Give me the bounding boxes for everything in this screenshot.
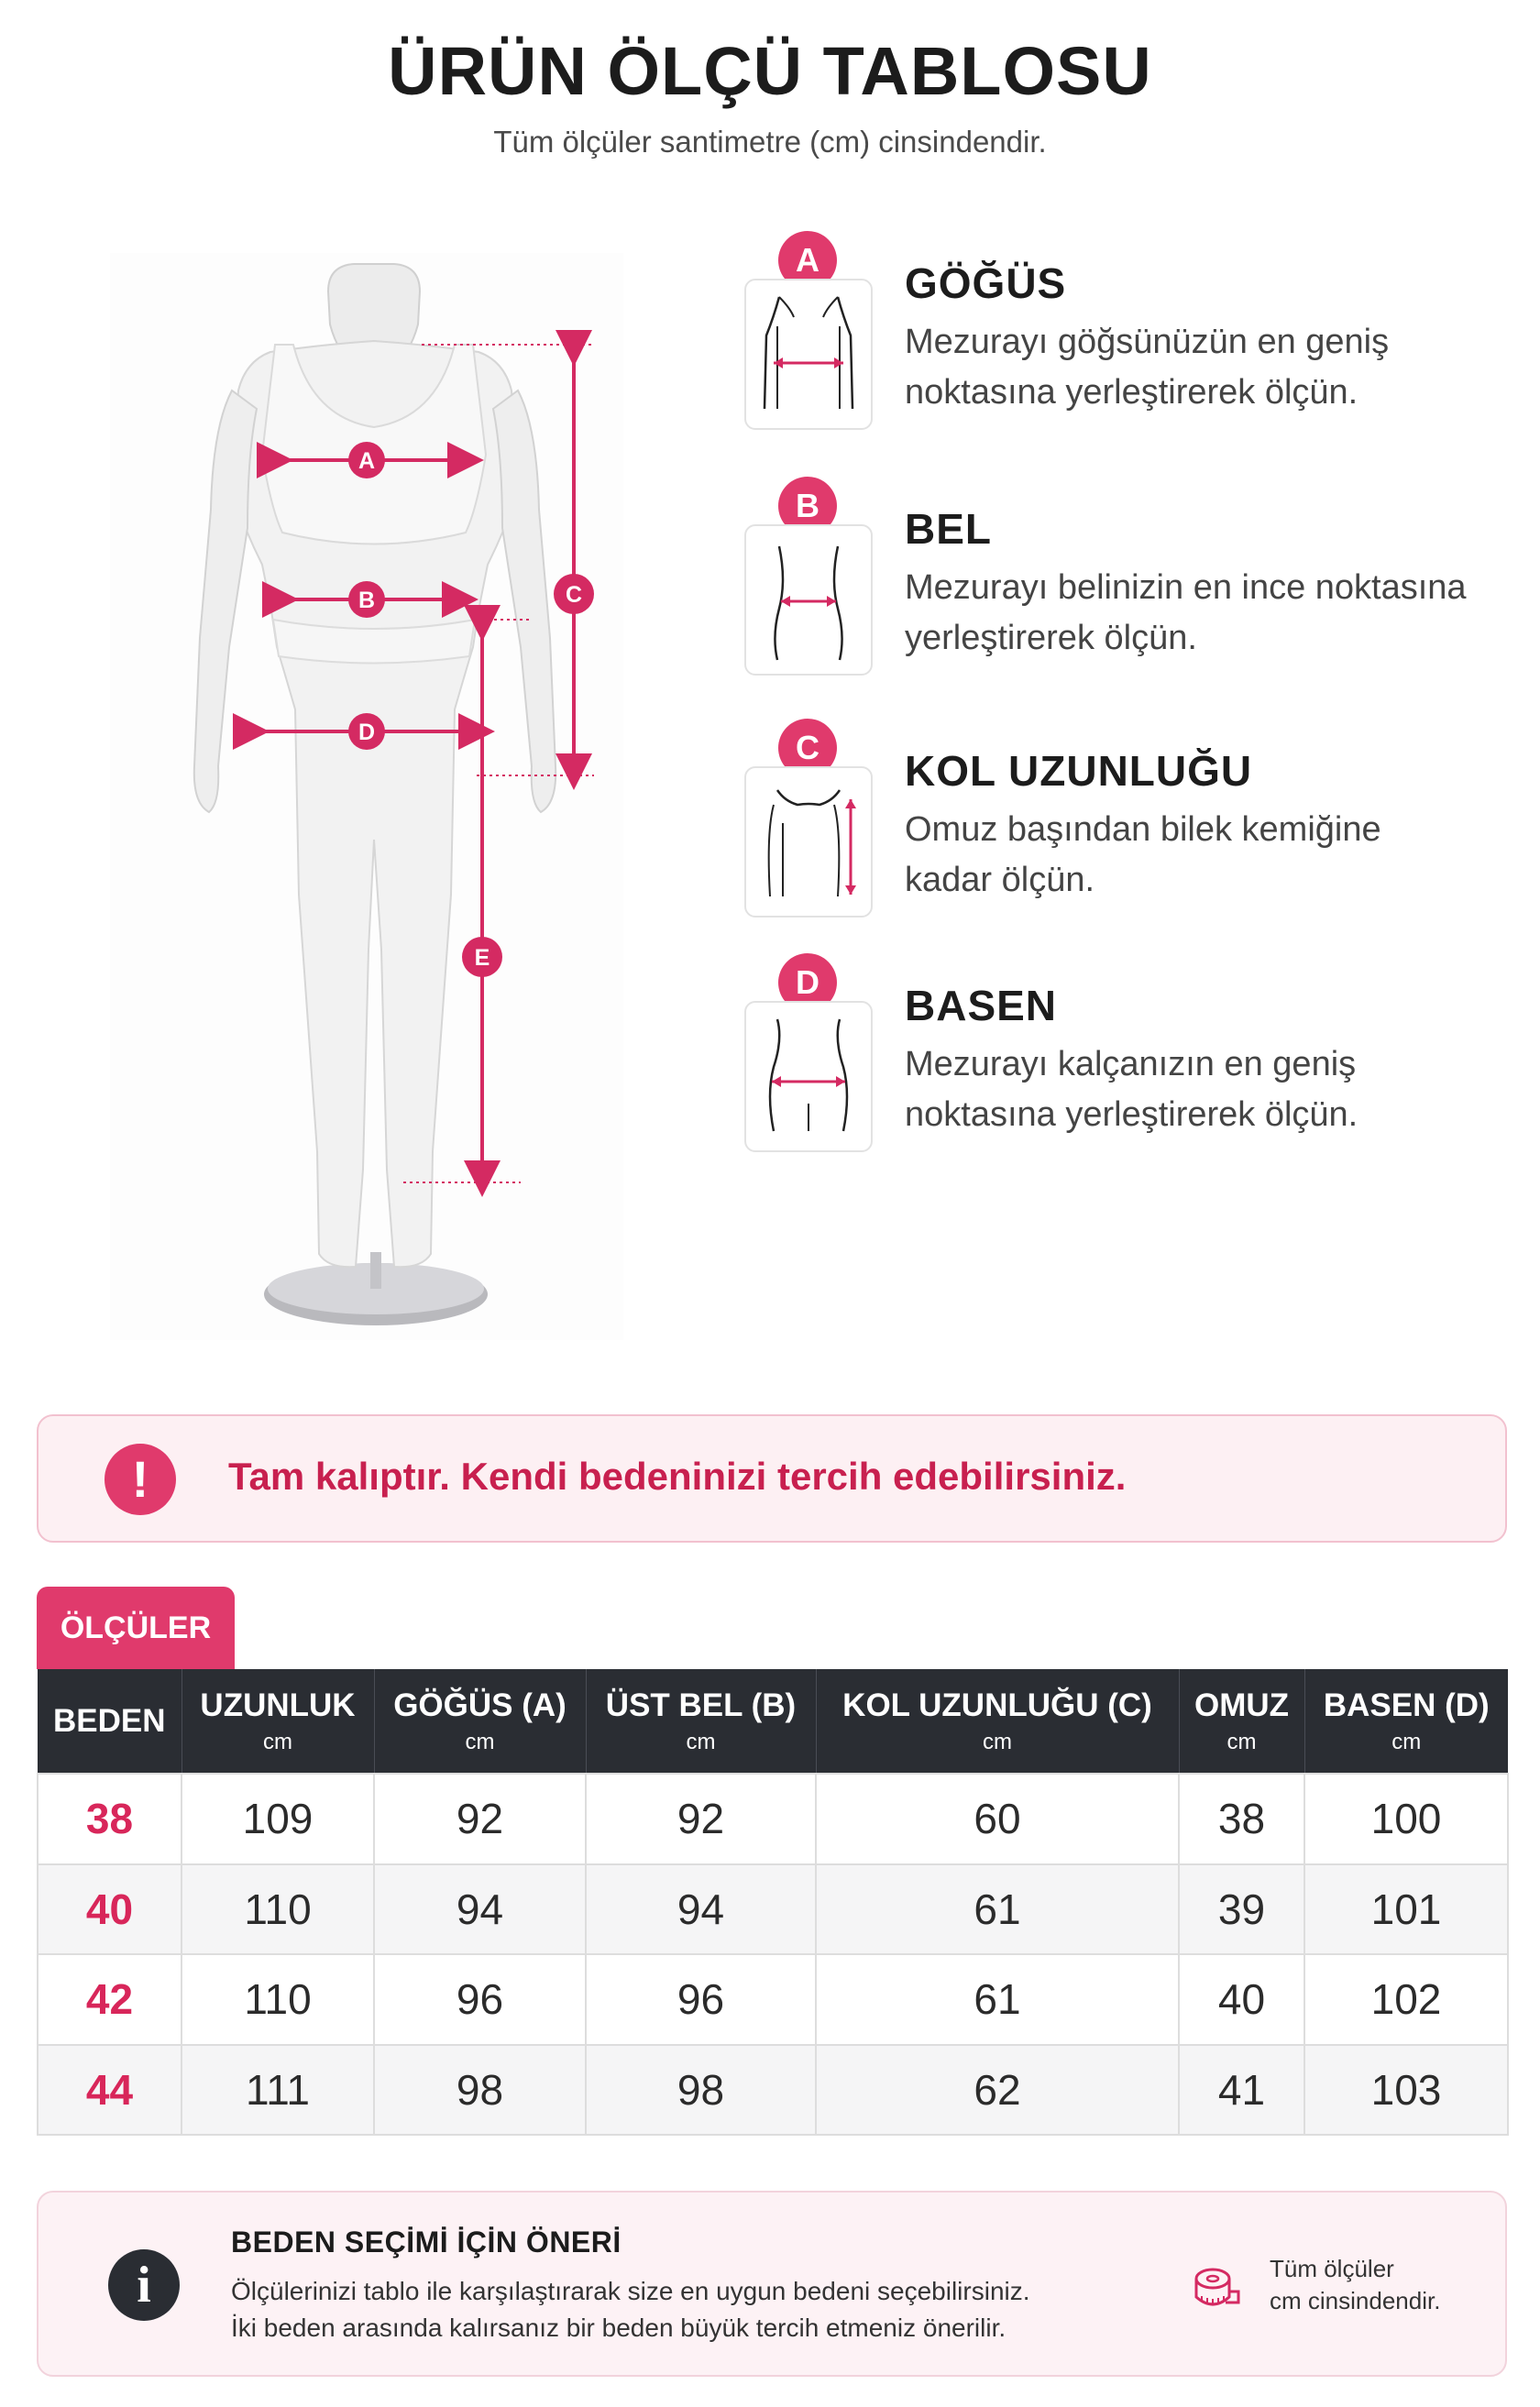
table-cell: 94 bbox=[374, 1864, 586, 1955]
table-cell: 92 bbox=[586, 1774, 816, 1864]
size-table bbox=[37, 1669, 1509, 2136]
marker-e: E bbox=[474, 945, 490, 971]
column-header-chest: GÖĞÜS (A) cm bbox=[374, 1669, 586, 1774]
table-cell: 111 bbox=[182, 2045, 374, 2136]
advice-line: İki beden arasında kalırsanız bir beden büyük tercih etmeniz önerilir. bbox=[231, 2314, 1006, 2342]
size-cell: 38 bbox=[38, 1774, 182, 1864]
table-cell: 60 bbox=[816, 1774, 1179, 1864]
chest-measure-icon bbox=[744, 279, 873, 430]
units-note: Tüm ölçüler cm cinsindendir. bbox=[1270, 2255, 1441, 2314]
column-header-size: BEDEN bbox=[38, 1669, 182, 1774]
table-header-row bbox=[38, 1669, 1508, 1774]
column-header-hips: BASEN (D) cm bbox=[1304, 1669, 1508, 1774]
badge-d: D bbox=[778, 953, 837, 1012]
column-header-upper-waist: ÜST BEL (B) cm bbox=[586, 1669, 816, 1774]
badge-c: C bbox=[778, 719, 837, 777]
fit-notice bbox=[37, 1414, 1507, 1543]
measuring-tape-icon bbox=[1189, 2260, 1242, 2314]
table-row bbox=[38, 1864, 1508, 1955]
table-cell: 61 bbox=[816, 1954, 1179, 2045]
column-header-length: UZUNLUK cm bbox=[182, 1669, 374, 1774]
table-row bbox=[38, 1954, 1508, 2045]
measurement-title: BEL bbox=[905, 505, 992, 553]
table-cell: 61 bbox=[816, 1864, 1179, 1955]
marker-b: B bbox=[358, 588, 376, 613]
advice-line: Ölçülerinizi tablo ile karşılaştırarak size en uygun bedeni seçebilirsiniz. bbox=[231, 2277, 1030, 2305]
page-title: ÜRÜN ÖLÇÜ TABLOSU bbox=[388, 33, 1152, 109]
measurement-chest bbox=[744, 231, 1514, 451]
table-cell: 38 bbox=[1179, 1774, 1304, 1864]
table-cell: 92 bbox=[374, 1774, 586, 1864]
advice-title: BEDEN SEÇİMİ İÇİN ÖNERİ bbox=[231, 2226, 622, 2259]
table-cell: 41 bbox=[1179, 2045, 1304, 2136]
table-cell: 40 bbox=[1179, 1954, 1304, 2045]
table-cell: 110 bbox=[182, 1864, 374, 1955]
measurement-description: Mezurayı göğsünüzün en geniş noktasına yerleştirerek ölçün. bbox=[905, 323, 1390, 412]
measurement-hips bbox=[744, 953, 1514, 1173]
fit-notice-text: Tam kalıptır. Kendi bedeninizi tercih edebilirsiniz. bbox=[228, 1455, 1127, 1498]
measurements-tab: ÖLÇÜLER bbox=[37, 1587, 235, 1669]
page-header bbox=[0, 26, 1540, 159]
hip-measure-icon bbox=[744, 1001, 873, 1152]
measurement-arm-length bbox=[744, 719, 1514, 939]
measurement-waist bbox=[744, 477, 1514, 697]
table-cell: 102 bbox=[1304, 1954, 1508, 2045]
table-cell: 100 bbox=[1304, 1774, 1508, 1864]
table-row bbox=[38, 1774, 1508, 1864]
table-cell: 62 bbox=[816, 2045, 1179, 2136]
page-subtitle: Tüm ölçüler santimetre (cm) cinsindendir. bbox=[493, 125, 1047, 159]
table-cell: 101 bbox=[1304, 1864, 1508, 1955]
size-cell: 42 bbox=[38, 1954, 182, 2045]
column-header-arm-length: KOL UZUNLUĞU (C) cm bbox=[816, 1669, 1179, 1774]
info-icon: i bbox=[108, 2249, 180, 2321]
table-cell: 98 bbox=[586, 2045, 816, 2136]
table-cell: 110 bbox=[182, 1954, 374, 2045]
table-cell: 39 bbox=[1179, 1864, 1304, 1955]
table-cell: 109 bbox=[182, 1774, 374, 1864]
table-row bbox=[38, 2045, 1508, 2136]
marker-c: C bbox=[565, 582, 583, 608]
badge-a: A bbox=[778, 231, 837, 290]
table-cell: 98 bbox=[374, 2045, 586, 2136]
size-cell: 44 bbox=[38, 2045, 182, 2136]
measurement-description: Mezurayı kalçanızın en geniş noktasına yerleştirerek ölçün. bbox=[905, 1045, 1358, 1134]
measurement-title: KOL UZUNLUĞU bbox=[905, 747, 1253, 795]
table-cell: 103 bbox=[1304, 2045, 1508, 2136]
size-advice-box bbox=[37, 2191, 1507, 2377]
table-cell: 96 bbox=[586, 1954, 816, 2045]
arm-length-icon bbox=[744, 766, 873, 918]
column-header-shoulder: OMUZ cm bbox=[1179, 1669, 1304, 1774]
measurement-title: BASEN bbox=[905, 982, 1058, 1029]
waist-measure-icon bbox=[744, 524, 873, 676]
badge-b: B bbox=[778, 477, 837, 535]
measurement-description: Mezurayı belinizin en ince noktasına yerleştirerek ölçün. bbox=[905, 568, 1467, 657]
size-cell: 40 bbox=[38, 1864, 182, 1955]
mannequin-figure bbox=[110, 253, 623, 1340]
marker-d: D bbox=[358, 720, 376, 745]
table-cell: 94 bbox=[586, 1864, 816, 1955]
alert-icon: ! bbox=[104, 1444, 176, 1515]
measurement-title: GÖĞÜS bbox=[905, 259, 1067, 307]
marker-a: A bbox=[358, 448, 376, 474]
measurement-description: Omuz başından bilek kemiğine kadar ölçün. bbox=[905, 810, 1381, 899]
mannequin-illustration bbox=[110, 253, 623, 1340]
table-cell: 96 bbox=[374, 1954, 586, 2045]
